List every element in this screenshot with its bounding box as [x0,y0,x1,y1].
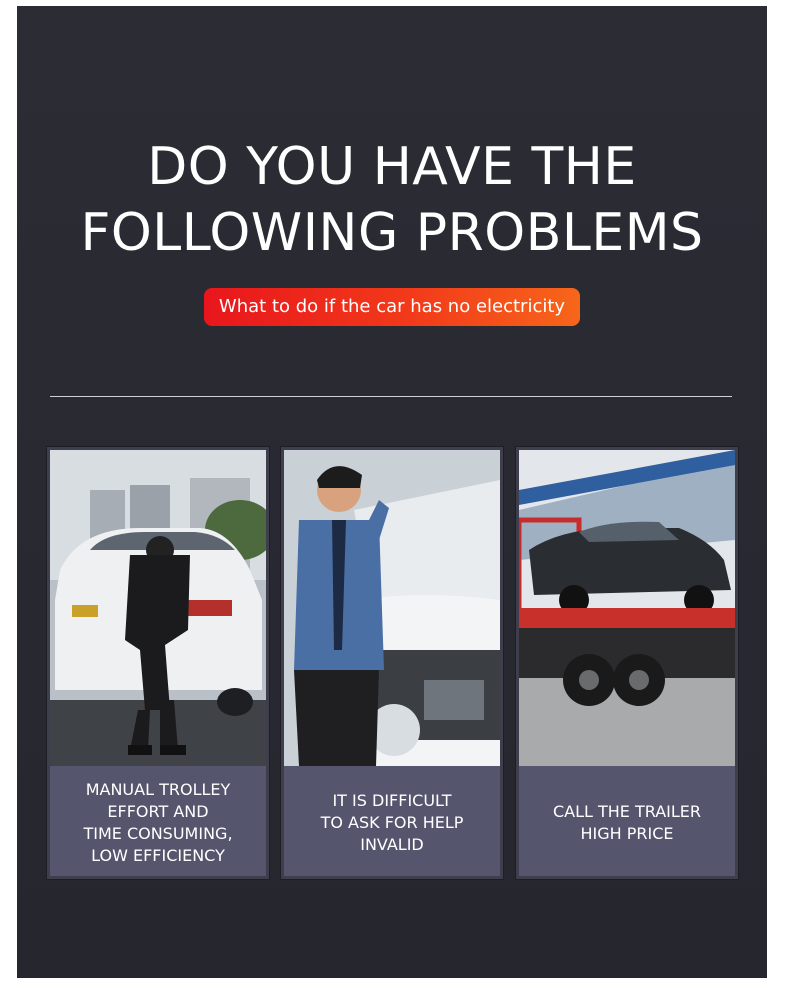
man-at-open-hood-photo [284,450,500,766]
page-title [17,134,767,266]
card-caption: CALL THE TRAILER HIGH PRICE [552,802,702,843]
problem-card-ask-for-help [281,447,503,879]
problems-panel [17,6,767,978]
problem-card-trailer-price [516,447,738,879]
subtitle-badge: What to do if the car has no electricity [204,288,580,326]
divider-line [50,396,732,397]
car-on-tow-truck-photo [519,450,735,766]
card-caption: IT IS DIFFICULT TO ASK FOR HELP INVALID [320,791,464,854]
card-caption: MANUAL TROLLEY EFFORT AND TIME CONSUMING, LOW EFFICIENCY [83,780,233,865]
problem-card-manual-trolley [47,447,269,879]
title-line-1: DO YOU HAVE THE [147,137,637,197]
person-pushing-car-photo [50,450,266,766]
title-line-2: FOLLOWING PROBLEMS [80,203,704,263]
